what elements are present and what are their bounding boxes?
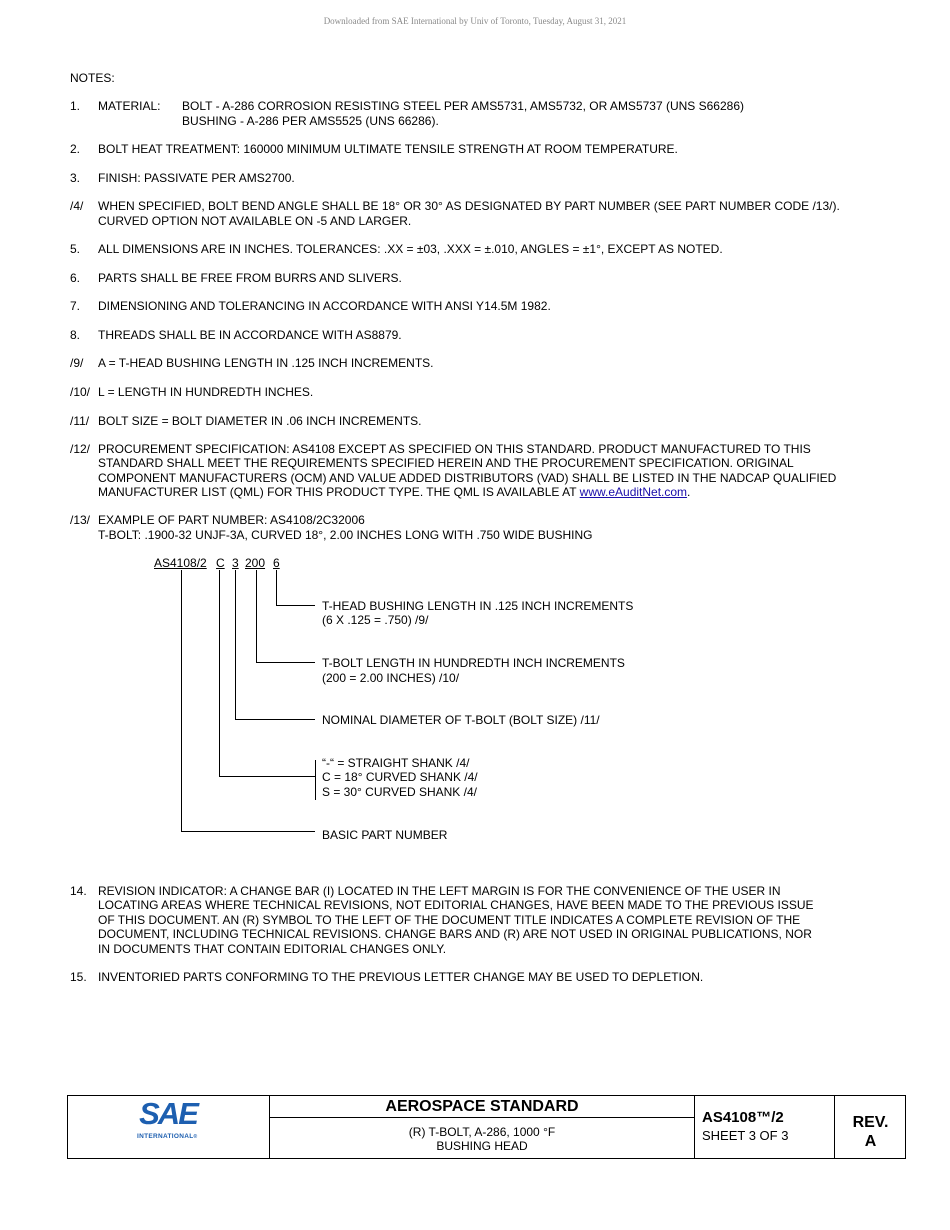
note-9-text: A = T-HEAD BUSHING LENGTH IN .125 INCH INCREMENTS. — [98, 356, 434, 370]
title-block — [67, 1095, 906, 1159]
note-5-label: 5. — [70, 242, 81, 256]
note-8-text: THREADS SHALL BE IN ACCORDANCE WITH AS8879. — [98, 328, 402, 342]
revision-value: A — [864, 1133, 877, 1150]
note-7-text: DIMENSIONING AND TOLERANCING IN ACCORDANCE WITH ANSI Y14.5M 1982. — [98, 299, 551, 313]
eauditnet-link[interactable]: www.eAuditNet.com — [579, 485, 688, 499]
note-14-line: OF THIS DOCUMENT. AN (R) SYMBOL TO THE LEFT OF THE DOCUMENT TITLE INDICATES A COMPLETE REVISION OF THE — [98, 913, 801, 927]
note-1-label: 1. — [70, 99, 81, 113]
note-7-label: 7. — [70, 299, 81, 313]
callout-diameter: NOMINAL DIAMETER OF T-BOLT (BOLT SIZE) /11/ — [322, 713, 600, 727]
note-12-label: /12/ — [70, 442, 91, 456]
note-13-label: /13/ — [70, 513, 91, 527]
note-4-label: /4/ — [70, 199, 84, 213]
note-5-text: ALL DIMENSIONS ARE IN INCHES. TOLERANCES: .XX = ±03, .XXX = ±.010, ANGLES = ±1°, EXCEPT AS NOTED. — [98, 242, 723, 256]
callout-length-detail: (200 = 2.00 INCHES) /10/ — [322, 671, 460, 685]
pn-segment-shank: C — [216, 556, 225, 570]
note-6-label: 6. — [70, 271, 81, 285]
note-9-label: /9/ — [70, 356, 84, 370]
note-14-line: IN DOCUMENTS THAT CONTAIN EDITORIAL CHANGES ONLY. — [98, 942, 447, 956]
note-12-line-suffix: . — [687, 485, 691, 499]
note-11-label: /11/ — [70, 414, 90, 428]
note-2-text: BOLT HEAT TREATMENT: 160000 MINIMUM ULTIMATE TENSILE STRENGTH AT ROOM TEMPERATURE. — [98, 142, 678, 156]
download-notice: Downloaded from SAE International by Univ of Toronto, Tuesday, August 31, 2021 — [323, 16, 627, 26]
callout-bushing-detail: (6 X .125 = .750) /9/ — [322, 613, 429, 627]
note-12-line-prefix: MANUFACTURER LIST (QML) FOR THIS PRODUCT TYPE. THE QML IS AVAILABLE AT — [98, 485, 580, 499]
note-1-heading: MATERIAL: — [98, 99, 161, 113]
note-3-text: FINISH: PASSIVATE PER AMS2700. — [98, 171, 295, 185]
note-12-line: STANDARD SHALL MEET THE REQUIREMENTS SPECIFIED HEREIN AND THE PROCUREMENT SPECIFICATION. ORIGINAL — [98, 456, 794, 470]
note-4-line: WHEN SPECIFIED, BOLT BEND ANGLE SHALL BE 18° OR 30° AS DESIGNATED BY PART NUMBER (SEE PART NUMBER CODE /13/). — [98, 199, 840, 213]
note-1-line: BOLT - A-286 CORROSION RESISTING STEEL PER AMS5731, AMS5732, OR AMS5737 (UNS S66286) — [182, 99, 745, 113]
note-12-line: COMPONENT MANUFACTURERS (OCM) AND VALUE ADDED DISTRIBUTORS (VAD) SHALL BE LISTED IN THE NADCAP QUALIFIED — [98, 471, 837, 485]
sae-logo-mark: SAE — [139, 1096, 197, 1131]
callout-shank-18: C = 18° CURVED SHANK /4/ — [322, 770, 478, 784]
note-12-line: PROCUREMENT SPECIFICATION: AS4108 EXCEPT AS SPECIFIED ON THIS STANDARD. PRODUCT MANUFACTURED TO THIS — [98, 442, 811, 456]
leader-line-basic — [182, 570, 316, 832]
pn-segment-basic: AS4108/2 — [154, 556, 207, 570]
note-13-line: EXAMPLE OF PART NUMBER: AS4108/2C32006 — [98, 513, 365, 527]
pn-segment-length: 200 — [245, 556, 266, 570]
notes-title: NOTES: — [70, 71, 115, 85]
callout-bushing: T-HEAD BUSHING LENGTH IN .125 INCH INCREMENTS — [322, 599, 634, 613]
leader-line-shank — [220, 570, 316, 777]
sae-logo-subtitle: INTERNATIONAL® — [137, 1133, 198, 1140]
note-14-line: REVISION INDICATOR: A CHANGE BAR (I) LOCATED IN THE LEFT MARGIN IS FOR THE CONVENIENCE OF THE USER IN — [98, 884, 781, 898]
pn-segment-bushing: 6 — [273, 556, 280, 570]
callout-length: T-BOLT LENGTH IN HUNDREDTH INCH INCREMENTS — [322, 656, 625, 670]
note-14-line: DOCUMENT, INCLUDING TECHNICAL REVISIONS. CHANGE BARS AND (R) ARE NOT USED IN ORIGINAL PUBLICATIONS, NOR — [98, 927, 812, 941]
note-10-label: /10/ — [70, 385, 91, 399]
callout-shank-30: S = 30° CURVED SHANK /4/ — [322, 785, 477, 799]
document-category: AEROSPACE STANDARD — [385, 1098, 579, 1115]
note-4-line: CURVED OPTION NOT AVAILABLE ON -5 AND LARGER. — [98, 214, 412, 228]
note-6-text: PARTS SHALL BE FREE FROM BURRS AND SLIVERS. — [98, 271, 402, 285]
sheet-number: SHEET 3 OF 3 — [702, 1128, 789, 1143]
note-3-label: 3. — [70, 171, 81, 185]
note-10-text: L = LENGTH IN HUNDREDTH INCHES. — [98, 385, 314, 399]
leader-line-diameter — [236, 570, 316, 720]
document-title-line-1: (R) T-BOLT, A-286, 1000 °F — [408, 1125, 556, 1139]
note-1-line: BUSHING - A-286 PER AMS5525 (UNS 66286). — [182, 114, 439, 128]
document-title-line-2: BUSHING HEAD — [436, 1139, 528, 1153]
leader-line-bushing — [277, 570, 316, 606]
note-15-label: 15. — [70, 970, 87, 984]
callout-basic: BASIC PART NUMBER — [322, 828, 448, 842]
callout-shank-straight: “-“ = STRAIGHT SHANK /4/ — [322, 756, 470, 770]
note-11-text: BOLT SIZE = BOLT DIAMETER IN .06 INCH INCREMENTS. — [98, 414, 422, 428]
leader-line-length — [257, 570, 316, 663]
sae-logo — [67, 1095, 269, 1159]
note-14-line: LOCATING AREAS WHERE TECHNICAL REVISIONS, NOT EDITORIAL CHANGES, HAVE BEEN MADE TO THE PREVIOUS ISSUE — [98, 898, 814, 912]
pn-segment-diameter: 3 — [232, 556, 239, 570]
document-number: AS4108™/2 — [702, 1109, 784, 1126]
note-8-label: 8. — [70, 328, 81, 342]
note-14-label: 14. — [70, 884, 87, 898]
revision-label: REV. — [852, 1114, 889, 1131]
note-13-line: T-BOLT: .1900-32 UNJF-3A, CURVED 18°, 2.00 INCHES LONG WITH .750 WIDE BUSHING — [98, 528, 593, 542]
note-15-text: INVENTORIED PARTS CONFORMING TO THE PREVIOUS LETTER CHANGE MAY BE USED TO DEPLETION. — [98, 970, 704, 984]
note-2-label: 2. — [70, 142, 81, 156]
